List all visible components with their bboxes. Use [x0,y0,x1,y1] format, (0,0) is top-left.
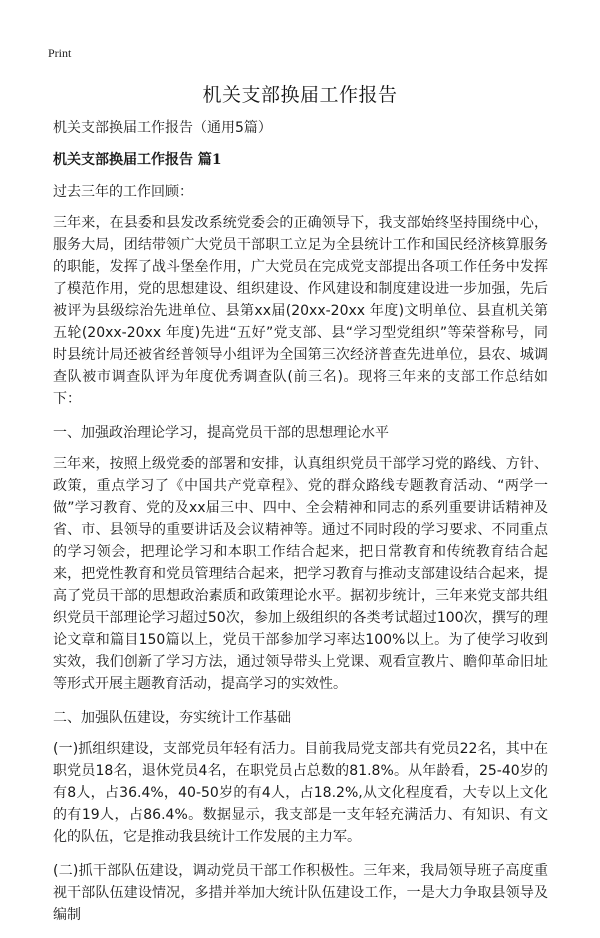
print-label: Print [48,46,72,60]
paragraph-theory-study: 三年来，按照上级党委的部署和安排，认真组织党员干部学习党的路线、方针、政策，重点学习了《中国共产党章程》、党的群众路线专题教育活动、“两学一做”学习教育、党的及xx届三中、四中、全会精神和同志的系列重要讲话精神及省、市、县领导的重要讲话及会议精神等。通过不同时段的学习要求、不同重点的学习领会，把理论学习和本职工作结合起来，把日常教育和传统教育结合起来，把党性教育和党员管理结合起来，把学习教育与推动支部建设结合起来，提高了党员干部的思想政治素质和政策理论水平。据初步统计，三年来党支部共组织党员干部理论学习超过50次，参加上级组织的各类考试超过100次，撰写的理论文章和篇目150篇以上，党员干部参加学习率达100%以上。为了使学习收到实效，我们创新了学习方法，通过领导带头上党课、观看宣教片、瞻仰革命旧址等形式开展主题教育活动，提高学习的实效性。 [53,456,548,692]
document-subtitle: 机关支部换届工作报告（通用5篇） [53,120,272,136]
paragraph-overview: 三年来，在县委和县发改系统党委会的正确领导下，我支部始终坚持围绕中心，服务大局，团结带领广大党员干部职工立足为全县统计工作和国民经济核算服务的职能，发挥了战斗堡垒作用，广大党员在完成党支部提出各项工作任务中发挥了模范作用，党的思想建设、组织建设、作风建设和制度建设进一步加强，先后被评为县级综治先进单位、县第xx届(20xx-20xx 年度)文明单位、县直机关第五轮(20xx-20xx 年度)先进“五好”党支部、县“学习型党组织”等荣誉称号，同时县统计局还被省经普领导小组评为全国第三次经济普查先进单位，县农、城调查队被市调查队评为年度优秀调查队(前三名)。现将三年来的支部工作总结如下： [53,215,548,407]
section-heading-1: 一、加强政治理论学习，提高党员干部的思想理论水平 [53,425,389,441]
intro-line: 过去三年的工作回顾： [53,184,193,200]
paragraph-organization: (一)抓组织建设，支部党员年轻有活力。目前我局党支部共有党员22名，其中在职党员18名，退休党员4名，在职党员占总数的81.8%。从年龄看，25-40岁的有8人，占36.4%，40-50岁的有4人，占18.2%,从文化程度看，大专以上文化的有19人，占86.4%。数据显示，我支部是一支年轻充满活力、有知识、有文化的队伍，它是推动我县统计工作发展的主力军。 [53,741,548,845]
document-body [53,117,548,938]
document-title: 机关支部换届工作报告 [202,84,398,106]
article-heading: 机关支部换届工作报告 篇1 [53,152,222,168]
paragraph-cadre-team: (二)抓干部队伍建设，调动党员干部工作积极性。三年来，我局领导班子高度重视干部队伍建设情况，多措并举加大统计队伍建设工作，一是大力争取县领导及编制 [53,863,548,923]
section-heading-2: 二、加强队伍建设，夯实统计工作基础 [53,710,291,726]
